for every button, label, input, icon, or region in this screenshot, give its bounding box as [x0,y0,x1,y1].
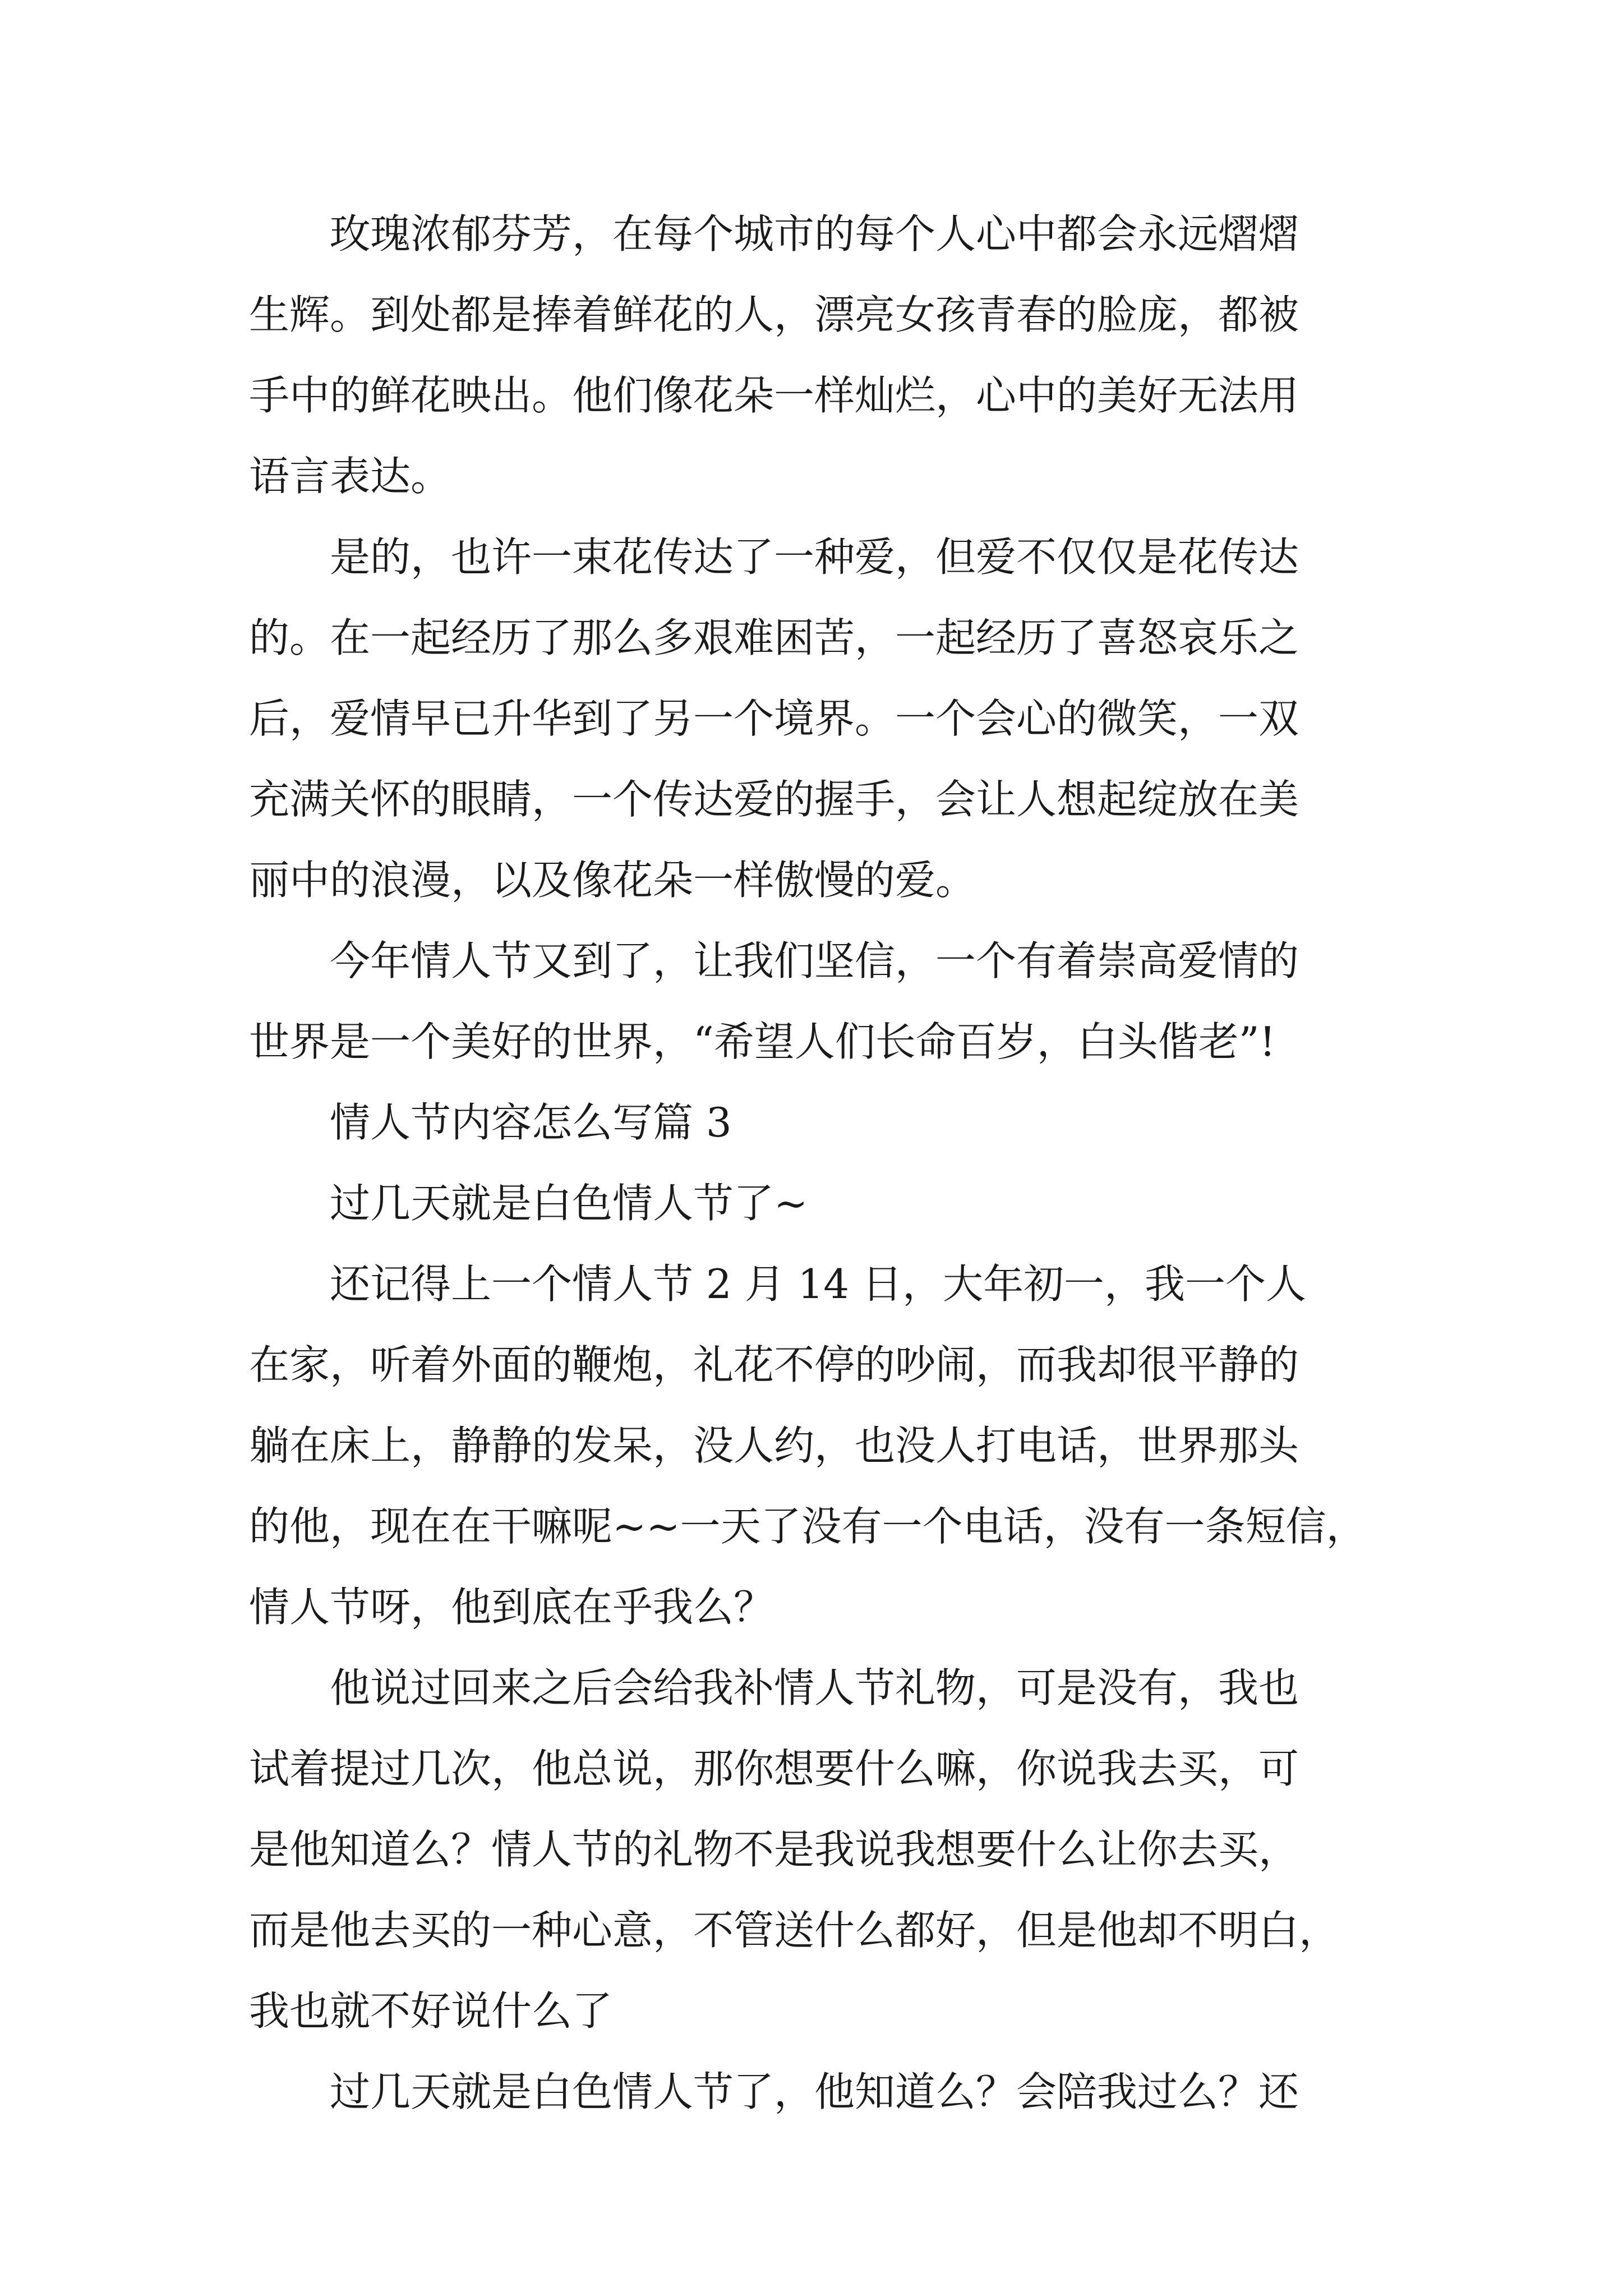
text-line: 而是他去买的一种心意，不管送什么都好，但是他却不明白， [249,1907,1340,1954]
text-line: 语言表达。 [249,453,451,500]
section-heading: 情人节内容怎么写篇 3 [249,1099,732,1146]
text-line: 手中的鲜花映出。他们像花朵一样灿烂，心中的美好无法用 [249,372,1299,419]
text-line: 我也就不好说什么了 [249,1987,613,2035]
text-line: 躺在床上，静静的发呆，没人约，也没人打电话，世界那头 [249,1422,1299,1469]
text-line: 试着提过几次，他总说，那你想要什么嘛，你说我去买，可 [249,1745,1299,1792]
text-line: 是的，也许一束花传达了一种爱，但爱不仅仅是花传达 [249,533,1299,581]
document-body [249,194,1380,2132]
text-line: 过几天就是白色情人节了，他知道么？会陪我过么？还 [249,2068,1299,2115]
text-line: 生辉。到处都是捧着鲜花的人，漂亮女孩青春的脸庞，都被 [249,291,1299,338]
text-line: 世界是一个美好的世界，“希望人们长命百岁，白头偕老”! [249,1018,1276,1065]
text-line: 的他，现在在干嘛呢~~一天了没有一个电话，没有一条短信， [249,1503,1367,1550]
text-line: 还记得上一个情人节 2 月 14 日，大年初一，我一个人 [249,1260,1306,1308]
text-line: 的。在一起经历了那么多艰难困苦，一起经历了喜怒哀乐之 [249,614,1299,661]
text-line: 丽中的浪漫，以及像花朵一样傲慢的爱。 [249,857,976,904]
text-line: 是他知道么？情人节的礼物不是我说我想要什么让你去买， [249,1826,1299,1873]
text-line: 情人节呀，他到底在乎我么？ [249,1584,774,1631]
text-line: 后，爱情早已升华到了另一个境界。一个会心的微笑，一双 [249,695,1299,742]
text-line: 他说过回来之后会给我补情人节礼物，可是没有，我也 [249,1664,1299,1711]
text-line: 充满关怀的眼睛，一个传达爱的握手，会让人想起绽放在美 [249,776,1299,823]
text-line: 今年情人节又到了，让我们坚信，一个有着崇高爱情的 [249,937,1299,984]
text-line: 在家，听着外面的鞭炮，礼花不停的吵闹，而我却很平静的 [249,1341,1299,1388]
text-line: 过几天就是白色情人节了~ [249,1180,808,1227]
text-line: 玫瑰浓郁芬芳，在每个城市的每个人心中都会永远熠熠 [249,210,1299,257]
